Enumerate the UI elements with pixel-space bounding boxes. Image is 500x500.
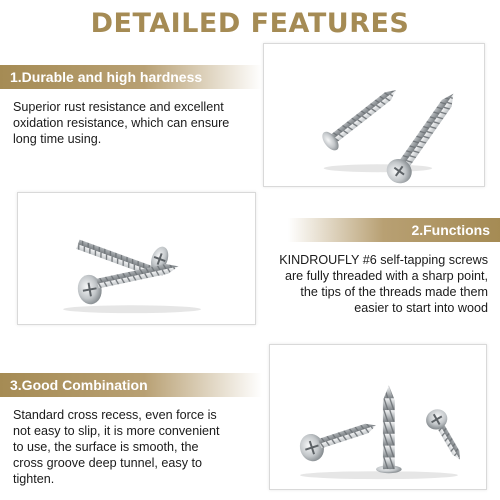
screw-photo-icon (18, 193, 255, 324)
section-1-photo (263, 43, 485, 187)
section-2-line: the tips of the threads made them (300, 285, 488, 299)
section-1-line: Superior rust resistance and excellent (13, 100, 224, 114)
section-3-banner (0, 373, 262, 397)
section-3-heading: 3.Good Combination (10, 377, 148, 393)
section-3-line: tighten. (13, 472, 55, 486)
section-2-line: KINDROUFLY #6 self-tapping screws (279, 253, 488, 267)
section-2-heading: 2.Functions (411, 222, 490, 238)
section-3-photo (269, 344, 487, 490)
page-title: DETAILED FEATURES (90, 8, 410, 39)
section-2-banner (288, 218, 500, 242)
screw-photo-icon (264, 44, 484, 186)
section-3-line: Standard cross recess, even force is (13, 408, 217, 422)
section-3-text (13, 407, 263, 487)
section-2-line: are fully threaded with a sharp point, (284, 269, 488, 283)
section-1-heading: 1.Durable and high hardness (10, 69, 203, 85)
section-3-line: not easy to slip, it is more convenient (13, 424, 220, 438)
section-2-photo (17, 192, 256, 325)
section-3-line: to use, the surface is smooth, the (13, 440, 199, 454)
section-1-line: long time using. (13, 132, 102, 146)
section-2-line: easier to start into wood (354, 301, 488, 315)
screw-photo-icon (270, 345, 486, 489)
section-3-line: cross groove deep tunnel, easy to (13, 456, 203, 470)
section-1-banner (0, 65, 262, 89)
section-2-text (266, 252, 488, 316)
section-1-line: oxidation resistance, which can ensure (13, 116, 230, 130)
section-1-text (13, 99, 258, 147)
